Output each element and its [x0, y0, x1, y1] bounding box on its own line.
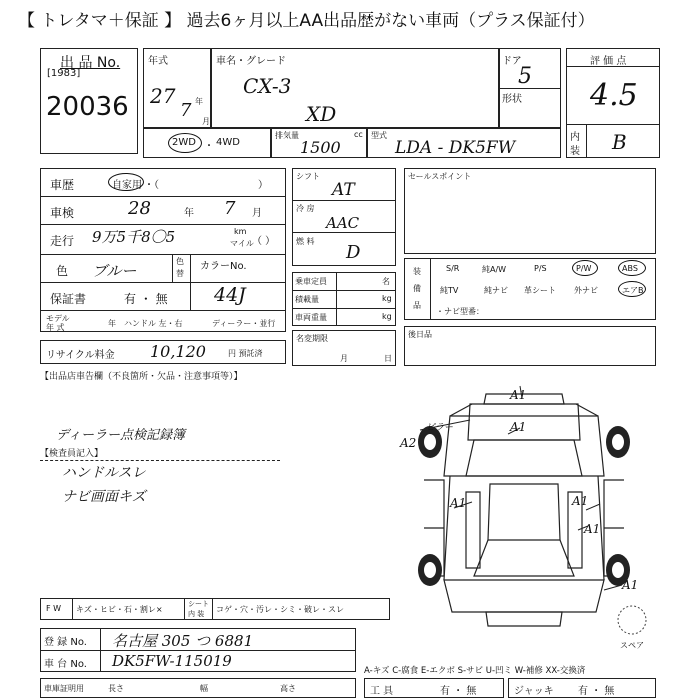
rating-value: 4.5 [590, 78, 638, 113]
navi-model-label: ・ナビ型番： [436, 307, 484, 316]
defects-items2: コゲ・穴・汚レ・シミ・破レ・スレ [216, 605, 344, 614]
diagram-mark-a1-rear: A1 [584, 522, 601, 536]
chassis-label: 車 台 No. [44, 659, 87, 670]
weight-unit: kg [382, 312, 392, 321]
inspection-label: 車検 [50, 206, 75, 220]
info-table [40, 168, 286, 332]
equip-ext-navi: 外ナビ [574, 286, 598, 295]
diagram-mark-a1-bumper: A1 [622, 578, 639, 592]
inspection-year: 28 [128, 198, 151, 219]
later-date-label: 後日品 [408, 330, 432, 339]
diagram-mark-a2: A2 [400, 436, 417, 450]
model-grade: XD [306, 102, 337, 126]
mileage-label: 走行 [50, 234, 75, 248]
diagram-mark-a1-top: A1 [510, 388, 527, 402]
capacity-label: 乗車定員 [295, 277, 327, 286]
drive-sep: ・ [204, 141, 214, 152]
recycle-unit: 円 預託済 [228, 349, 263, 358]
mileage-paren: （ ） [252, 236, 276, 247]
diagram-mark-a1-right: A1 [572, 494, 589, 508]
shift-value: AT [332, 180, 355, 200]
equip-side-2: 備 [413, 284, 421, 293]
color-value: ブルー [92, 262, 137, 280]
inspector-line1: ハンドルスレ [62, 465, 146, 481]
shape-label: 形状 [502, 94, 522, 105]
capacity-unit: 名 [382, 277, 390, 286]
equip-airbag: エアB [622, 286, 644, 295]
defects-items1: キズ・ヒビ・石・割レ× [76, 605, 163, 614]
history-label: 車歴 [50, 178, 75, 192]
spare-tire-icon [616, 604, 648, 636]
diagram-mark-a1-hood: A1 [510, 420, 527, 434]
later-date-box [404, 326, 656, 366]
mileage-unit-top: km [234, 227, 247, 236]
aircon-label: 冷 房 [296, 204, 315, 213]
model-label: 車名・グレード [216, 56, 286, 67]
cert-width: 幅 [200, 684, 208, 693]
doors-value: 5 [518, 64, 532, 89]
mileage-value: 9万5千8〇5 [92, 228, 176, 246]
legend: A-キズ C-腐食 E-エクボ S-サビ U-凹ミ W-補修 XX-交換済 [364, 666, 586, 676]
lot-year: [1983] [47, 68, 81, 79]
drive-4wd: 4WD [216, 137, 240, 148]
equip-side-3: 品 [413, 301, 421, 310]
type-value: LDA - DK5FW [395, 138, 516, 158]
model-name: CX-3 [243, 74, 292, 98]
sales-point-label: セールスポイント [408, 172, 472, 181]
load-unit: kg [382, 294, 392, 303]
month-value: 7 [180, 100, 192, 121]
equip-abs: ABS [622, 264, 638, 273]
cert-box [40, 678, 356, 698]
name-change-label: 名変期限 [296, 334, 328, 343]
history-close: ） [258, 180, 268, 191]
interior-value: B [612, 130, 627, 154]
inspection-month: 7 [224, 198, 236, 219]
shift-label: シフト [296, 172, 320, 181]
displacement-value: 1500 [300, 138, 341, 157]
jack-label: ジャッキ [514, 686, 554, 697]
defects-seat-1: シート [188, 600, 209, 608]
equip-ps: P/S [534, 264, 547, 273]
equip-navi: 純ナビ [484, 286, 508, 295]
lot-number: 20036 [46, 92, 129, 122]
cert-label: 車庫証明用 [44, 684, 84, 693]
displacement-label: 排気量 [275, 131, 299, 140]
year-value: 27 [150, 84, 176, 108]
cert-length: 長さ [108, 684, 124, 693]
load-label: 積載量 [295, 295, 319, 304]
doors-label: ドア [502, 56, 522, 67]
report-note: ディーラー点検記録簿 [56, 428, 185, 443]
year-unit: 年 [195, 97, 203, 106]
defects-fw: F W [46, 604, 62, 613]
spare-label: スペア [620, 641, 644, 650]
recycle-label: リサイクル料金 [46, 350, 115, 361]
type-label: 型式 [371, 131, 387, 140]
equip-side-1: 装 [413, 267, 421, 276]
warranty-label: 保証書 [50, 292, 87, 306]
defects-seat-2: 内 装 [188, 610, 205, 618]
history-value: 自家用 [112, 180, 142, 191]
fuel-value: D [346, 242, 361, 263]
month-unit: 月 [202, 117, 210, 126]
chassis-value: DK5FW-115019 [112, 652, 232, 670]
color-no-value: 44J [214, 284, 246, 306]
rating-label: 評 価 点 [590, 56, 627, 67]
warranty-value: 有 ・ 無 [124, 292, 168, 306]
tools-label: 工 具 [370, 686, 394, 697]
report-label: 【出品店車告欄（不良箇所・欠品・注意事項等）】 [40, 372, 243, 382]
history-suffix: ・（ [144, 180, 159, 191]
color-label: 色 [56, 264, 69, 278]
handle-side: ハンドル 左・右 [124, 319, 183, 328]
sheet-header: 【 トレタマ＋保証 】 過去6ヶ月以上AA出品歴がない車両（プラス保証付） [18, 11, 595, 31]
inspection-year-unit: 年 [184, 208, 194, 219]
cert-height: 高さ [280, 684, 296, 693]
equip-sr: S/R [446, 264, 460, 273]
tools-value: 有 ・ 無 [440, 686, 477, 697]
year-label: 年式 [148, 56, 168, 67]
fuel-label: 燃 料 [296, 237, 315, 246]
diagram-mark-a1-left: A1 [450, 496, 467, 510]
equip-pw: P/W [576, 264, 592, 273]
color-no-label: カラーNo. [200, 261, 247, 272]
color-change-2: 替 [176, 269, 184, 278]
displacement-unit: cc [354, 130, 363, 139]
lot-label: 出 品 No. [60, 55, 121, 71]
inspection-month-unit: 月 [252, 208, 262, 219]
weight-label: 車両重量 [295, 313, 327, 322]
reg-value: 名古屋 305 つ 6881 [112, 632, 254, 650]
model-year-label-2: 年 式 [46, 323, 65, 332]
inspector-label: 【検査員記入】 [40, 449, 104, 459]
equip-tv: 純TV [440, 286, 459, 295]
recycle-value: 10,120 [150, 342, 206, 361]
name-change-day: 日 [384, 354, 392, 363]
interior-label-2: 装 [570, 146, 580, 157]
model-year-unit: 年 [108, 319, 116, 328]
equip-leather: 革シート [524, 286, 556, 295]
reg-label: 登 録 No. [44, 637, 87, 648]
dealer-import: ディーラー・並行 [212, 319, 276, 328]
car-diagram [390, 380, 660, 640]
aircon-value: AAC [326, 214, 360, 232]
drive-2wd: 2WD [172, 137, 196, 148]
diagram-pillar-note: ピラー [426, 423, 454, 433]
interior-label-1: 内 [570, 132, 580, 143]
model-year-label-1: モデル [46, 314, 70, 323]
mileage-unit-bottom: マイル [230, 239, 254, 248]
equip-aw: 純A/W [482, 265, 507, 274]
color-change-1: 色 [176, 257, 184, 266]
name-change-unit: 月 [340, 354, 348, 363]
jack-value: 有 ・ 無 [578, 686, 615, 697]
inspector-line2: ナビ画面キズ [62, 489, 146, 505]
